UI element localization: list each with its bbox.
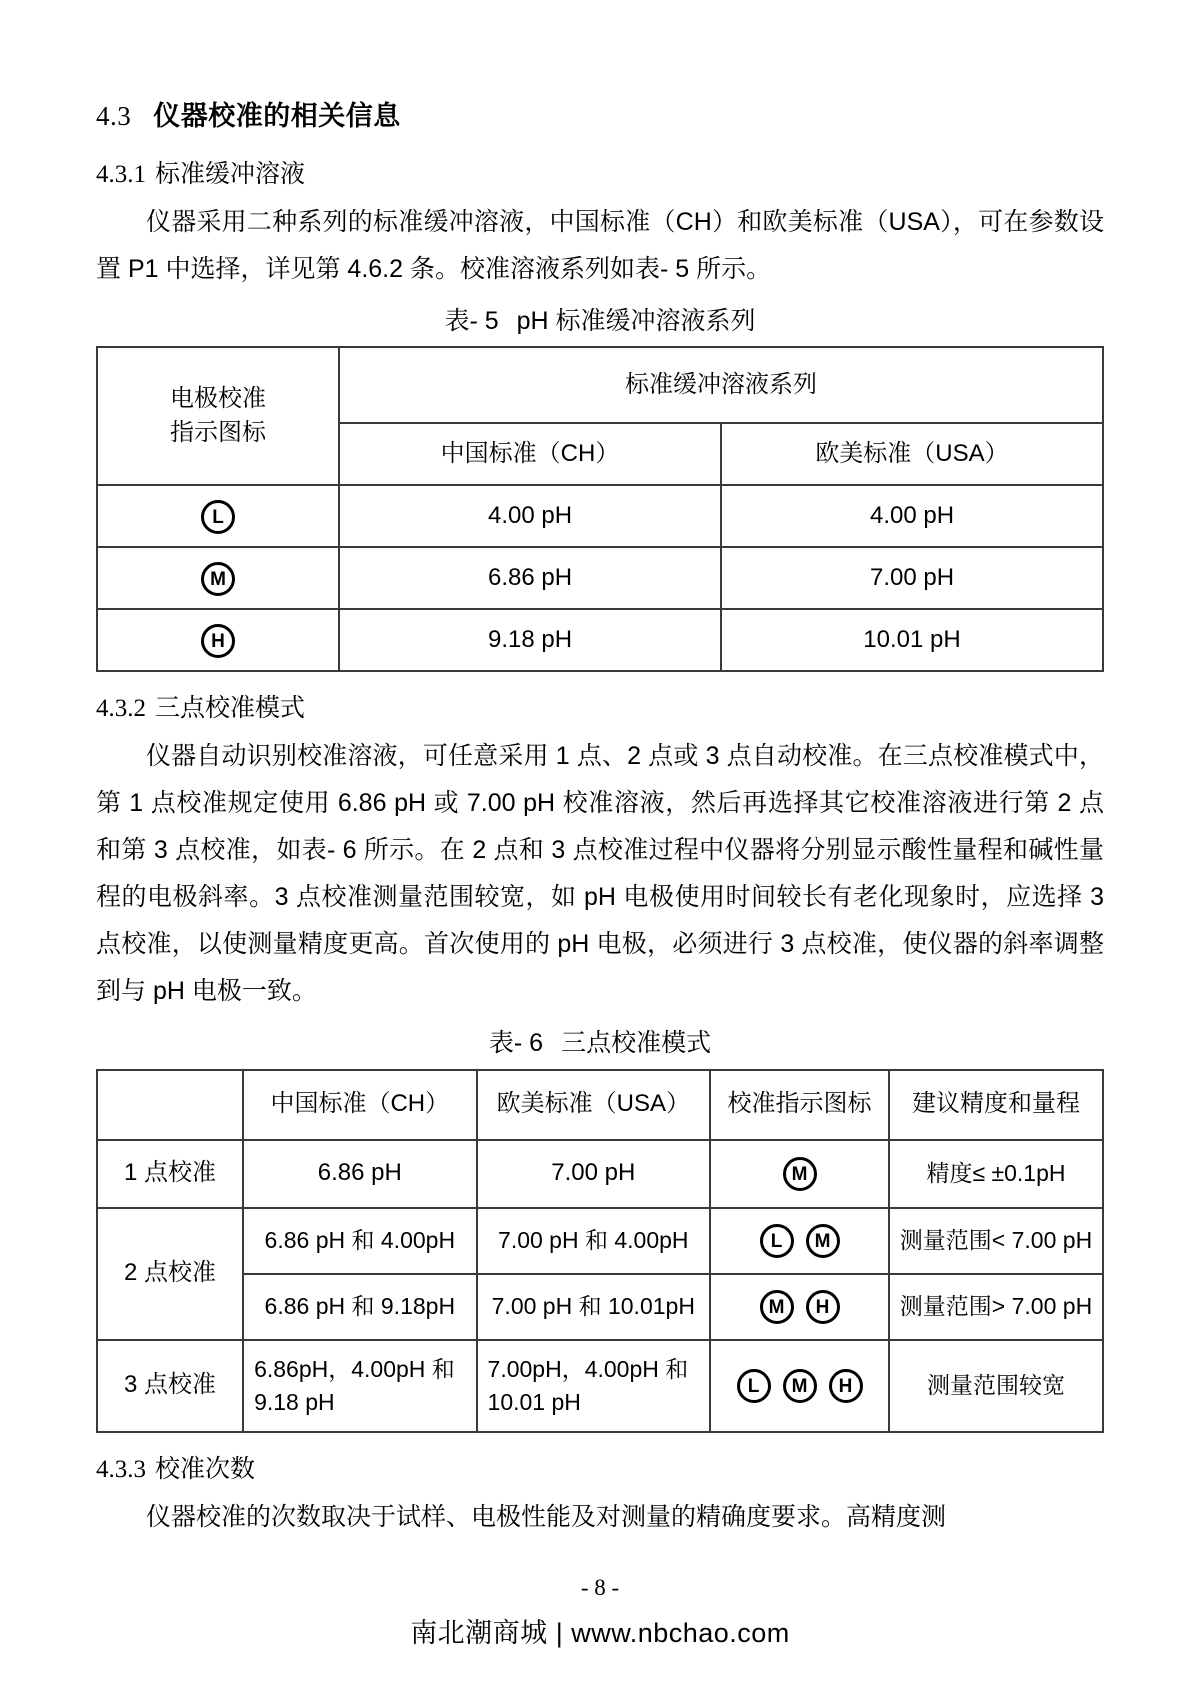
footer-site: 南北潮商城 | www.nbchao.com — [410, 1618, 790, 1648]
table6-cell-usa: 7.00pH，4.00pH 和 10.01 pH — [477, 1340, 710, 1432]
table6-cell-usa: 7.00 pH 和 4.00pH — [477, 1208, 710, 1274]
table5-header-icon-line1: 电极校准 — [170, 384, 266, 412]
table5-cell-ch: 6.86 pH — [339, 547, 721, 609]
table6-mode-3point: 3 点校准 — [97, 1340, 243, 1432]
badge-h-icon: H — [201, 624, 235, 658]
table5-cell-usa: 7.00 pH — [721, 547, 1103, 609]
heading-4-3-2-number: 4.3.2 — [96, 695, 146, 723]
table6-cell-usa: 7.00 pH — [477, 1140, 710, 1208]
table6-header-note: 建议精度和量程 — [889, 1070, 1103, 1140]
heading-4-3 — [96, 96, 1104, 138]
table-three-point-calibration — [96, 1069, 1104, 1433]
table6-cell-icons — [710, 1140, 889, 1208]
table-row — [97, 1208, 1103, 1274]
heading-4-3-number: 4.3 — [96, 101, 132, 131]
table6-cell-ch: 6.86 pH 和 9.18pH — [243, 1274, 476, 1340]
table5-caption-label: 表- 5 — [444, 306, 499, 335]
table6-mode-1point: 1 点校准 — [97, 1140, 243, 1208]
heading-4-3-2-title: 三点校准模式 — [155, 694, 306, 723]
heading-4-3-2 — [96, 688, 1104, 729]
table6-header-blank — [97, 1070, 243, 1140]
page-footer — [0, 1575, 1200, 1650]
table6-mode-2point: 2 点校准 — [97, 1208, 243, 1340]
table-row — [97, 1340, 1103, 1432]
table6-cell-usa: 7.00 pH 和 10.01pH — [477, 1274, 710, 1340]
table6-caption-label: 表- 6 — [488, 1029, 544, 1058]
table6-cell-icons — [710, 1274, 889, 1340]
table-row — [97, 485, 1103, 547]
table6-cell-ch: 6.86pH，4.00pH 和 9.18 pH — [243, 1340, 476, 1432]
table5-cell-ch: 9.18 pH — [339, 609, 721, 671]
heading-4-3-1-number: 4.3.1 — [96, 160, 146, 188]
table5-cell-ch: 4.00 pH — [339, 485, 721, 547]
heading-4-3-3-title: 校准次数 — [155, 1454, 256, 1483]
table5-header-icon-line2: 指示图标 — [170, 419, 266, 447]
badge-m-icon: M — [783, 1369, 817, 1403]
table6-cell-note: 测量范围较宽 — [889, 1340, 1103, 1432]
table-row — [97, 547, 1103, 609]
paragraph-4-3-2: 仪器自动识别校准溶液，可任意采用 1 点、2 点或 3 点自动校准。在三点校准模式中，第 1 点校准规定使用 6.86 pH 或 7.00 pH 校准溶液，然后再选择其它校准溶液进行第 2 点和第 3 点校准，如表- 6 所示。在 2 点和 3 点校准过程中仪器将分别显示酸性量程和碱性量程的电极斜率。3 点校准测量范围较宽，如 pH 电极使用时间较长有老化现象时，应选择 3 点校准，以使测量精度更高。首次使用的 pH 电极，必须进行 3 点校准，使仪器的斜率调整到与 pH 电极一致。 — [96, 742, 1104, 1006]
heading-4-3-title: 仪器校准的相关信息 — [153, 101, 401, 131]
table-row — [97, 1140, 1103, 1208]
table6-cell-ch: 6.86 pH — [243, 1140, 476, 1208]
table6-cell-icons — [710, 1340, 889, 1432]
heading-4-3-1 — [96, 154, 1104, 195]
table6-cell-ch: 6.86 pH 和 4.00pH — [243, 1208, 476, 1274]
paragraph-4-3-3: 仪器校准的次数取决于试样、电极性能及对测量的精确度要求。高精度测 — [146, 1502, 947, 1531]
badge-h-icon: H — [829, 1369, 863, 1403]
table-row — [97, 609, 1103, 671]
badge-m-icon: M — [760, 1290, 794, 1324]
table6-cell-note: 测量范围< 7.00 pH — [889, 1208, 1103, 1274]
page-number: - 8 - — [580, 1575, 620, 1600]
heading-4-3-3 — [96, 1449, 1104, 1490]
table5-header-ch: 中国标准（CH） — [339, 423, 721, 485]
table5-header-group: 标准缓冲溶液系列 — [339, 347, 1103, 423]
heading-4-3-1-title: 标准缓冲溶液 — [155, 159, 306, 188]
table5-cell-usa: 10.01 pH — [721, 609, 1103, 671]
table5-icon-cell — [97, 485, 339, 547]
table5-icon-cell — [97, 547, 339, 609]
table5-icon-cell — [97, 609, 339, 671]
heading-4-3-3-number: 4.3.3 — [96, 1455, 146, 1483]
badge-h-icon: H — [806, 1290, 840, 1324]
table5-caption — [96, 303, 1104, 341]
badge-m-icon: M — [783, 1157, 817, 1191]
table5-header-row-1 — [97, 347, 1103, 423]
table6-caption-title: 三点校准模式 — [561, 1029, 712, 1058]
table6-caption — [96, 1025, 1104, 1063]
badge-l-icon: L — [737, 1369, 771, 1403]
table5-caption-title: pH 标准缓冲溶液系列 — [516, 306, 756, 335]
table6-header-row — [97, 1070, 1103, 1140]
badge-l-icon: L — [760, 1224, 794, 1258]
table6-header-usa: 欧美标准（USA） — [477, 1070, 710, 1140]
table-ph-buffer-series — [96, 346, 1104, 672]
table6-header-ch: 中国标准（CH） — [243, 1070, 476, 1140]
table-row — [97, 1274, 1103, 1340]
table5-header-icon-col — [97, 347, 339, 485]
badge-l-icon: L — [201, 500, 235, 534]
badge-m-icon: M — [806, 1224, 840, 1258]
table6-cell-note: 测量范围> 7.00 pH — [889, 1274, 1103, 1340]
table5-header-usa: 欧美标准（USA） — [721, 423, 1103, 485]
table6-header-icon: 校准指示图标 — [710, 1070, 889, 1140]
badge-m-icon: M — [201, 562, 235, 596]
paragraph-4-3-1: 仪器采用二种系列的标准缓冲溶液，中国标准（CH）和欧美标准（USA），可在参数设置 P1 中选择，详见第 4.6.2 条。校准溶液系列如表- 5 所示。 — [96, 207, 1104, 283]
table6-cell-note: 精度≤ ±0.1pH — [889, 1140, 1103, 1208]
table6-cell-icons — [710, 1208, 889, 1274]
table5-cell-usa: 4.00 pH — [721, 485, 1103, 547]
